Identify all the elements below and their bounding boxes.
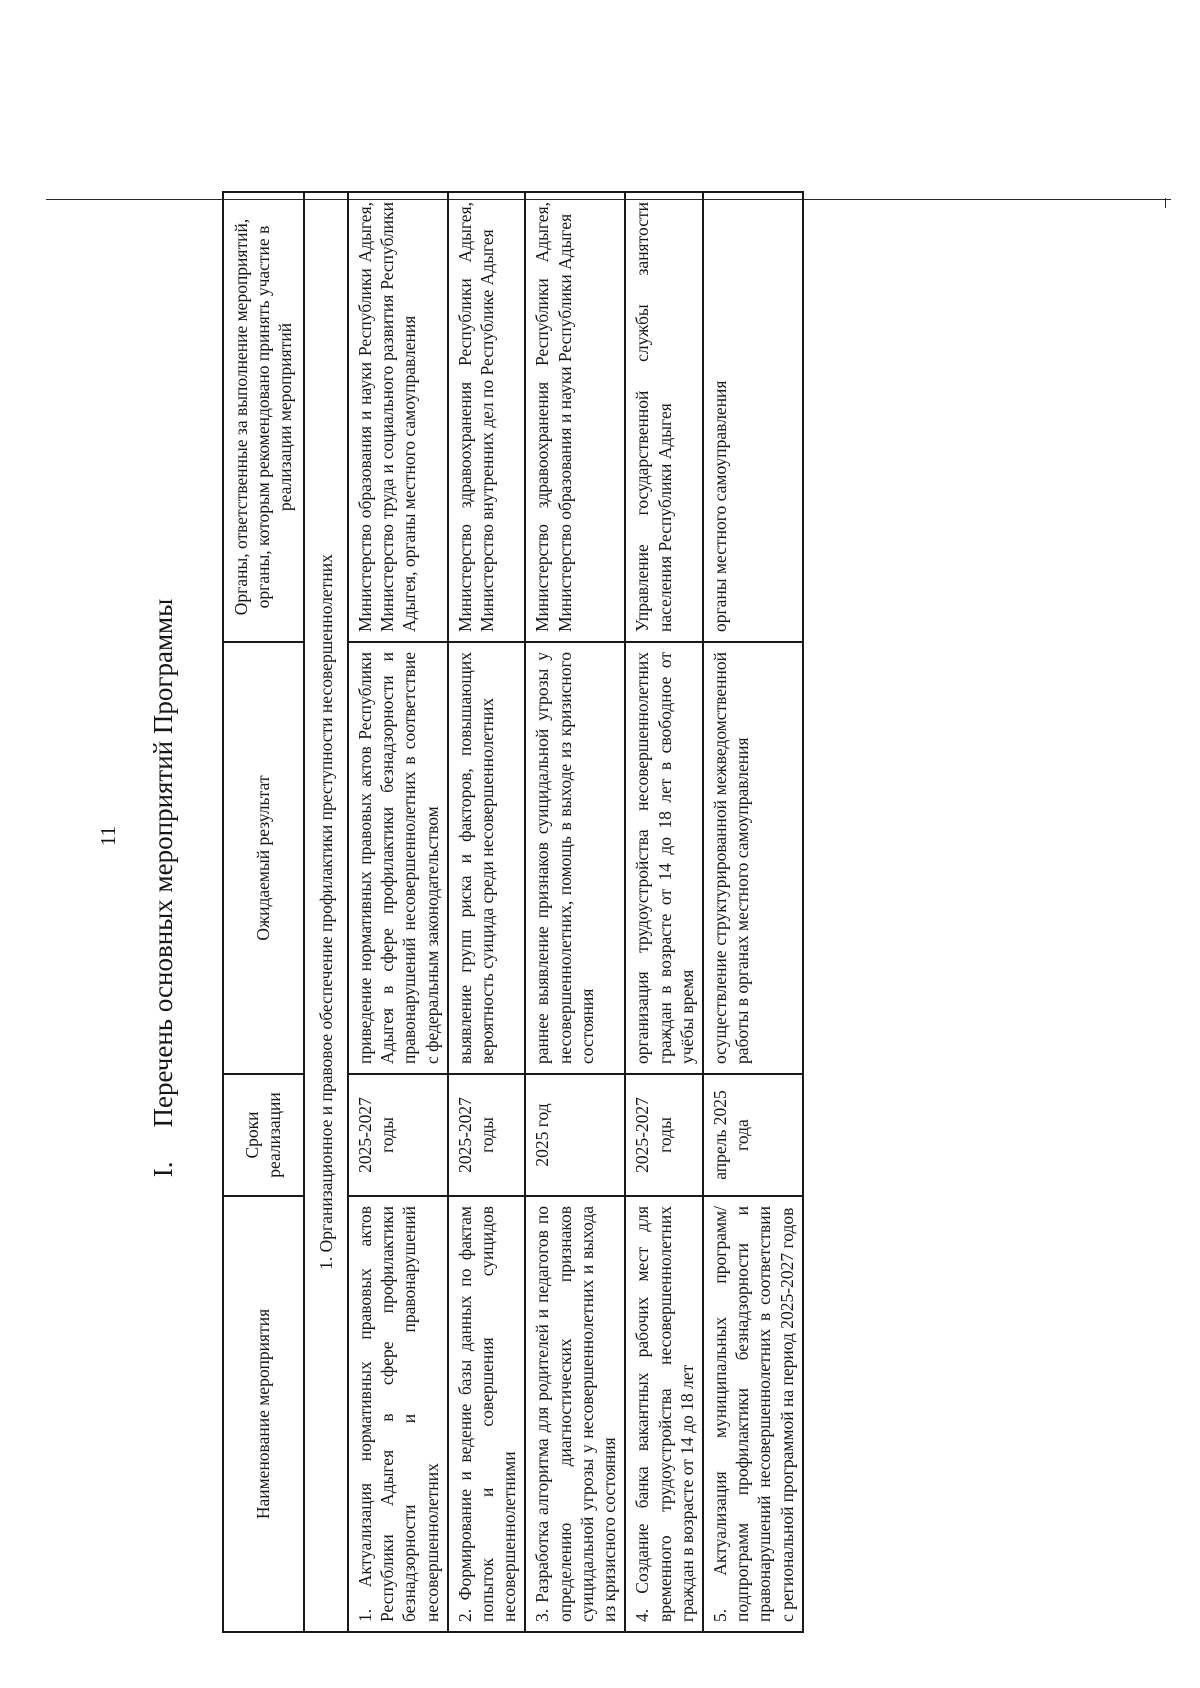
- measure-result: организация трудоустройства несовершеннолетних граждан в возрасте от 14 до 18 лет в свободное от учёбы время: [625, 642, 703, 1074]
- section-row: [304, 192, 348, 1632]
- table-row: [625, 192, 703, 1632]
- heading-title: Перечень основных мероприятий Программы: [148, 598, 178, 1128]
- measure-name: 1. Актуализация нормативных правовых актов Республики Адыгея в сфере профилактики безнадзорности и правонарушений несовершеннолетних: [348, 1196, 448, 1632]
- section-title: 1. Организационное и правовое обеспечение профилактики преступности несовершеннолетних: [304, 192, 348, 1632]
- measure-name: 5. Актуализация муниципальных программ/подпрограмм профилактики безнадзорности и правонарушений несовершеннолетних в соответствии с региональной программой на период 2025-2027 годов: [703, 1196, 803, 1632]
- measure-bodies: Управление государственной службы занятости населения Республики Адыгея: [625, 192, 703, 642]
- measure-result: раннее выявление признаков суицидальной угрозы у несовершеннолетних, помощь в выходе из кризисного состояния: [525, 642, 625, 1074]
- measure-term: 2025-2027 годы: [625, 1074, 703, 1196]
- measure-name: 3. Разработка алгоритма для родителей и педагогов по определению диагностических признаков суицидальной угрозы у несовершеннолетних и выхода из кризисного состояния: [525, 1196, 625, 1632]
- measure-result: выявление групп риска и факторов, повышающих вероятность суицида среди несовершеннолетних: [448, 642, 526, 1074]
- measure-bodies: Министерство здравоохранения Республики Адыгея, Министерство внутренних дел по Республике Адыгея: [448, 192, 526, 642]
- measure-bodies: Министерство образования и науки Республики Адыгея, Министерство труда и социального развития Республики Адыгея, органы местного самоуправления: [348, 192, 448, 642]
- document-heading: [148, 218, 179, 1558]
- header-name: Наименование мероприятия: [223, 1196, 304, 1632]
- page-number: 11: [96, 825, 120, 847]
- header-bodies: Органы, ответственные за выполнение мероприятий, органы, которым рекомендовано принять участие в реализации мероприятий: [223, 192, 304, 642]
- measure-result: приведение нормативных правовых актов Республики Адыгея в сфере профилактики безнадзорности и правонарушений несовершеннолетних в соответствие с федеральным законодательством: [348, 642, 448, 1074]
- table-row: [448, 192, 526, 1632]
- measure-term: 2025 год: [525, 1074, 625, 1196]
- header-result: Ожидаемый результат: [223, 642, 304, 1074]
- table-row: [703, 192, 803, 1632]
- measure-name: 4. Создание банка вакантных рабочих мест для временного трудоустройства несовершеннолетних граждан в возрасте от 14 до 18 лет: [625, 1196, 703, 1632]
- measure-name: 2. Формирование и ведение базы данных по фактам попыток и совершения суицидов несовершеннолетними: [448, 1196, 526, 1632]
- measure-bodies: Министерство здравоохранения Республики Адыгея, Министерство образования и науки Республики Адыгея: [525, 192, 625, 642]
- measure-bodies: органы местного самоуправления: [703, 192, 803, 642]
- heading-numeral: I.: [148, 1161, 178, 1178]
- table-row: [348, 192, 448, 1632]
- header-term: Сроки реализации: [223, 1074, 304, 1196]
- measure-term: 2025-2027 годы: [448, 1074, 526, 1196]
- table-header-row: [223, 192, 304, 1632]
- measures-table: [222, 191, 804, 1633]
- table-row: [525, 192, 625, 1632]
- margin-tick: [1165, 198, 1166, 208]
- measure-term: апрель 2025 года: [703, 1074, 803, 1196]
- measure-term: 2025-2027 годы: [348, 1074, 448, 1196]
- measure-result: осуществление структурированной межведомственной работы в органах местного самоуправления: [703, 642, 803, 1074]
